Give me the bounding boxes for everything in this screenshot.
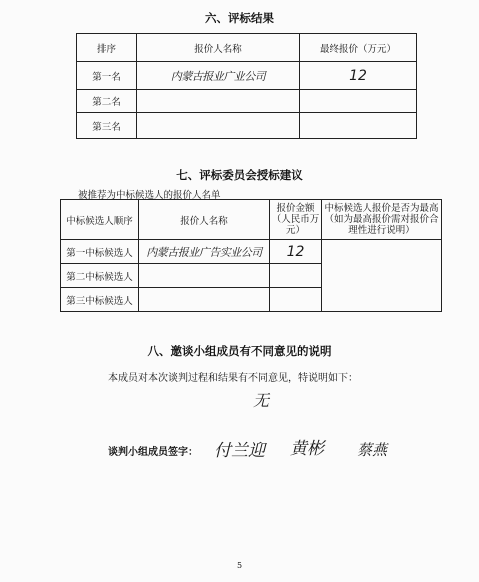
price-cell [300, 113, 417, 139]
rank-cell: 第二名 [77, 90, 137, 113]
rank-cell: 第三名 [77, 113, 137, 139]
table-row [77, 113, 417, 139]
section6-title: 六、评标结果 [205, 11, 274, 25]
candidate-list-caption: 被推荐为中标候选人的报价人名单 [78, 190, 221, 201]
price-cell [300, 90, 417, 113]
signature-1: 付兰迎 [214, 441, 265, 461]
col-header-bid-amount: 报价金额（人民币万元） [270, 200, 322, 240]
section8-title: 八、邀谈小组成员有不同意见的说明 [147, 344, 332, 358]
price-cell [270, 288, 322, 312]
candidate-order-cell: 第二中标候选人 [61, 264, 139, 288]
signature-2: 黄彬 [290, 439, 324, 459]
candidate-order-cell: 第三中标候选人 [61, 288, 139, 312]
bidder-cell [137, 90, 300, 113]
table-row [77, 90, 417, 113]
signature-3: 蔡燕 [357, 441, 388, 459]
col-header-final-price: 最终报价（万元） [300, 34, 417, 62]
handwritten-bidder-name: 内蒙古报业广告实业公司 [139, 240, 270, 264]
evaluation-results-table [76, 33, 417, 139]
bidder-cell [137, 113, 300, 139]
award-recommendation-table [60, 199, 442, 312]
bidder-cell [139, 264, 270, 288]
candidate-order-cell: 第一中标候选人 [61, 240, 139, 264]
signature-label: 谈判小组成员签字： [108, 447, 198, 458]
table-row [77, 62, 417, 90]
col-header-candidate-order: 中标候选人顺序 [61, 200, 139, 240]
col-header-bidder: 报价人名称 [137, 34, 300, 62]
dissent-statement: 本成员对本次谈判过程和结果有不同意见，特说明如下： [108, 373, 358, 384]
handwritten-price: 12 [300, 62, 417, 90]
col-header-highest-price-note: 中标候选人报价是否为最高（如为最高报价需对报价合理性进行说明） [322, 200, 442, 240]
col-header-bidder: 报价人名称 [139, 200, 270, 240]
table-row [61, 240, 442, 264]
handwritten-price: 12 [270, 240, 322, 264]
bidder-cell [139, 288, 270, 312]
page-number: 5 [236, 561, 243, 570]
handwritten-answer: 无 [253, 391, 270, 410]
col-header-rank: 排序 [77, 34, 137, 62]
rank-cell: 第一名 [77, 62, 137, 90]
price-cell [270, 264, 322, 288]
section7-title: 七、评标委员会授标建议 [176, 168, 303, 182]
highest-price-note-cell [322, 240, 442, 312]
handwritten-bidder-name: 内蒙古报业广业公司 [137, 62, 300, 90]
